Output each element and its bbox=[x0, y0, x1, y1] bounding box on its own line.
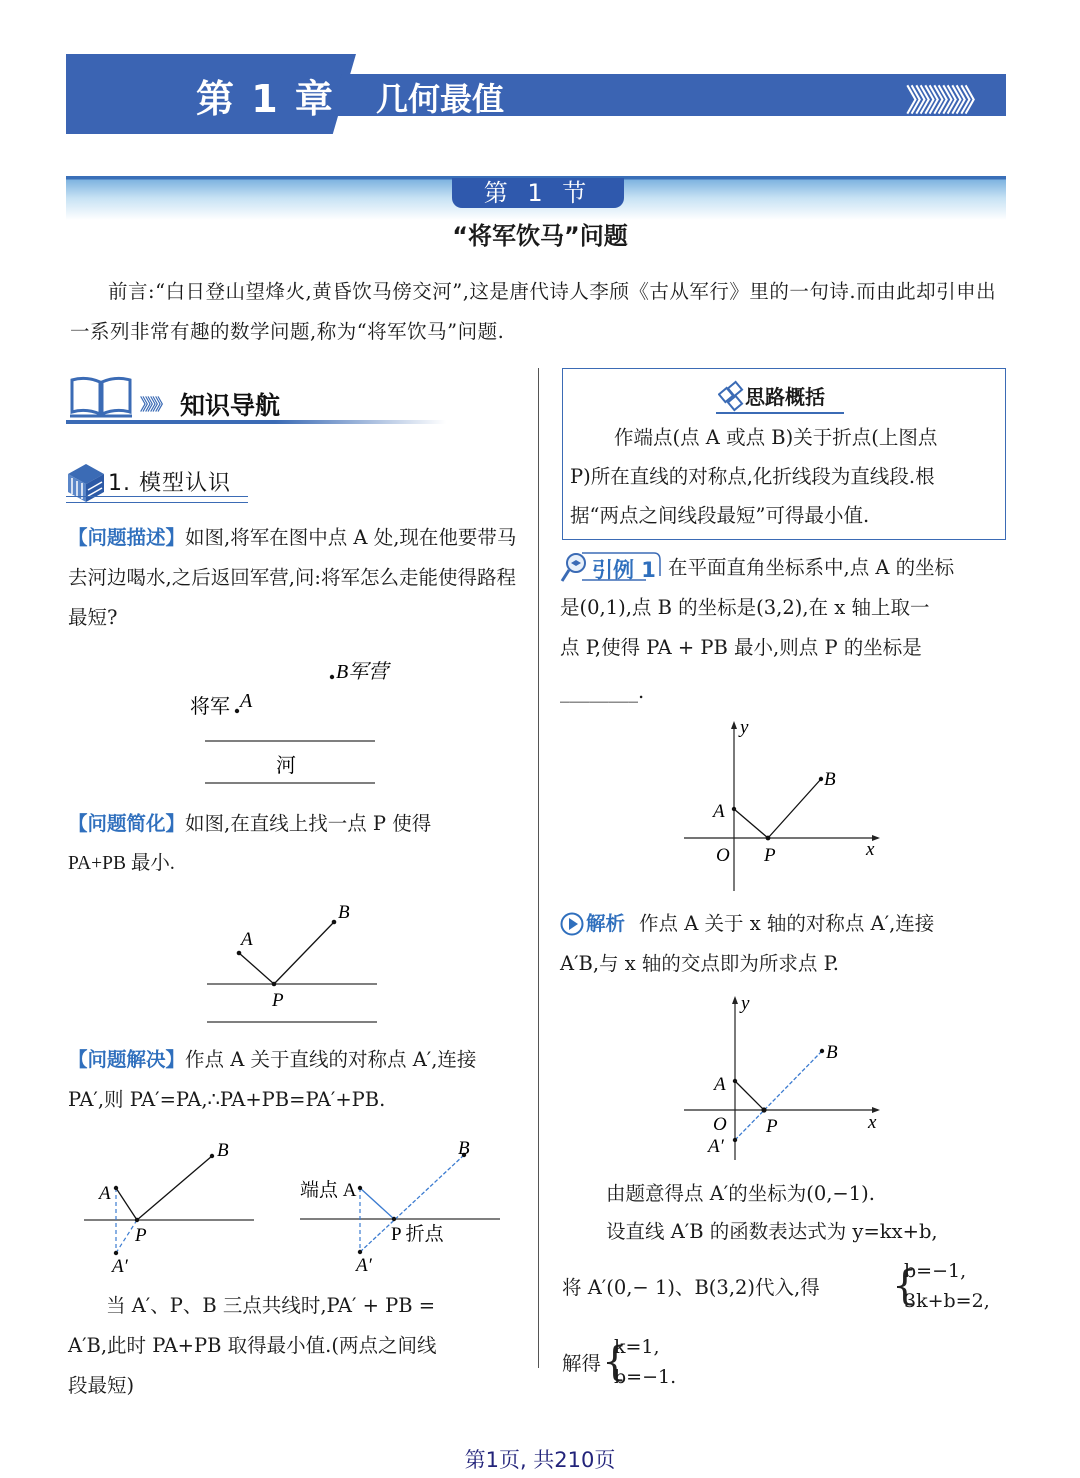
analysis bbox=[586, 904, 1010, 944]
label-a: A bbox=[240, 690, 253, 712]
solution-line2: 设直线 A′B 的函数表达式为 y=kx+b, bbox=[606, 1220, 938, 1243]
g1-label-b: B bbox=[824, 769, 836, 790]
system2-eq2: b=−1. bbox=[614, 1366, 677, 1388]
fig3r-label-endpoint-a: 端点 A bbox=[300, 1180, 357, 1201]
g2-label-p: P bbox=[766, 1116, 778, 1137]
solution-line1: 由题意得点 A′的坐标为(0,−1). bbox=[606, 1182, 875, 1205]
nav-underline bbox=[66, 420, 446, 424]
answer-blank[interactable]: ________. bbox=[560, 680, 645, 703]
g2-label-y: y bbox=[741, 993, 750, 1014]
chapter-number: 第 1 章 bbox=[196, 77, 335, 121]
coordinate-graph-2 bbox=[680, 990, 890, 1160]
system1-eq2: 3k+b=2, bbox=[904, 1290, 990, 1312]
fig2-label-b: B bbox=[338, 902, 350, 923]
open-book-icon bbox=[68, 374, 134, 418]
solution-substitute: 将 A′(0,− 1)、B(3,2)代入,得 bbox=[562, 1276, 820, 1299]
chevrons-small-icon: 》》》》 bbox=[140, 395, 169, 414]
problem-description-tag: 【问题描述】 bbox=[68, 526, 186, 549]
figure-general-river bbox=[160, 650, 420, 790]
page-indicator: 第1页, 共210页 bbox=[464, 1448, 616, 1472]
conclusion-line1: 当 A′、P、B 三点共线时,PA′ + PB = bbox=[106, 1294, 436, 1317]
column-divider bbox=[538, 368, 539, 1368]
section-title: “将军饮马”问题 bbox=[452, 222, 628, 250]
fig3l-label-a-prime: A′ bbox=[112, 1256, 128, 1275]
figure-reflection-right bbox=[296, 1130, 506, 1275]
analysis-line2: A′B,与 x 轴的交点即为所求点 P. bbox=[560, 952, 839, 975]
g2-label-a-prime: A′ bbox=[708, 1136, 724, 1157]
summary-line1: 作端点(点 A 或点 B)关于折点(上图点 bbox=[614, 426, 938, 449]
brace-system2: { bbox=[602, 1339, 628, 1385]
chevrons-icon: 》》》》》》》 bbox=[906, 84, 984, 119]
label-river: 河 bbox=[276, 755, 296, 777]
model-heading: 1. 模型认识 bbox=[108, 471, 231, 496]
label-b-camp: B军营 bbox=[336, 661, 389, 683]
summary-title: 思路概括 bbox=[745, 385, 825, 409]
fig3l-label-a: A bbox=[99, 1183, 111, 1204]
problem-simplify-line1: 如图,在直线上找一点 P 使得 bbox=[185, 812, 432, 835]
section-label: 第 1 节 bbox=[452, 178, 624, 208]
g1-label-o: O bbox=[716, 845, 730, 866]
problem-solve-tag: 【问题解决】 bbox=[68, 1048, 186, 1071]
g1-label-x: x bbox=[866, 839, 875, 860]
g1-label-a: A bbox=[713, 801, 725, 822]
conclusion-line3: 段最短) bbox=[68, 1374, 135, 1397]
example-line3: 点 P,使得 PA + PB 最小,则点 P 的坐标是 bbox=[560, 636, 922, 659]
g2-label-a: A bbox=[714, 1074, 726, 1095]
analysis-line1: 作点 A 关于 x 轴的对称点 A′,连接 bbox=[639, 912, 935, 935]
coordinate-graph-1 bbox=[680, 715, 890, 895]
fig2-label-a: A bbox=[241, 929, 253, 950]
intro-paragraph: 前言:“白日登山望烽火,黄昏饮马傍交河”,这是唐代诗人李颀《古从军行》里的一句诗.而由此却引申出一系列非常有趣的数学问题,称为“将军饮马”问题. bbox=[70, 280, 997, 343]
fig3r-label-a-prime: A′ bbox=[356, 1255, 372, 1275]
g2-label-x: x bbox=[868, 1112, 877, 1133]
analysis-tag: 解析 bbox=[586, 912, 626, 935]
example-body bbox=[560, 588, 1008, 712]
fig3r-label-p-fold: P 折点 bbox=[391, 1224, 444, 1245]
g1-label-y: y bbox=[740, 717, 749, 738]
brace-system1: { bbox=[892, 1263, 918, 1309]
fig3r-label-b: B bbox=[458, 1138, 470, 1159]
figure-simplified bbox=[200, 895, 390, 1030]
equation-system-2 bbox=[614, 1332, 676, 1392]
conclusion bbox=[68, 1286, 518, 1406]
summary-line3: 据“两点之间线段最短”可得最小值. bbox=[570, 504, 870, 527]
problem-solution bbox=[68, 1040, 518, 1120]
summary-title-underline bbox=[716, 412, 844, 414]
system1-eq1: b=−1, bbox=[904, 1260, 967, 1282]
summary-line2: P)所在直线的对称点,化折线段为直线段.根 bbox=[570, 465, 935, 488]
chapter-header bbox=[66, 54, 1006, 134]
knowledge-nav-heading: 知识导航 bbox=[180, 391, 281, 420]
equation-system-1 bbox=[904, 1256, 990, 1316]
problem-solve-line2: PA′,则 PA′=PA,∴PA+PB=PA′+PB. bbox=[68, 1088, 386, 1111]
model-underline bbox=[66, 496, 248, 503]
conclusion-line2: A′B,此时 PA+PB 取得最小值.(两点之间线 bbox=[68, 1334, 437, 1357]
g1-label-p: P bbox=[764, 845, 776, 866]
problem-simplify-tag: 【问题简化】 bbox=[68, 812, 186, 835]
problem-simplify-line2: PA+PB 最小. bbox=[68, 853, 175, 874]
system2-eq1: k=1, bbox=[614, 1336, 660, 1358]
g2-label-o: O bbox=[713, 1114, 727, 1135]
problem-description-text: 如图,将军在图中点 A 处,现在他要带马去河边喝水,之后返回军营,问:将军怎么走能使得路程最短? bbox=[68, 526, 517, 629]
g2-label-b: B bbox=[826, 1042, 838, 1063]
fig2-label-p: P bbox=[272, 990, 284, 1011]
summary-text bbox=[570, 418, 1000, 535]
fig3l-label-b: B bbox=[217, 1140, 229, 1161]
figure-reflection-left bbox=[80, 1130, 260, 1275]
label-general: 将军 bbox=[190, 696, 230, 718]
fig3l-label-p: P bbox=[135, 1225, 147, 1246]
solution-solve-prefix: 解得 bbox=[562, 1352, 602, 1375]
example-line1: 在平面直角坐标系中,点 A 的坐标 bbox=[668, 556, 955, 579]
chapter-title: 几何最值 bbox=[376, 80, 505, 118]
puzzle-icon bbox=[718, 380, 746, 412]
example-line2: 是(0,1),点 B 的坐标是(3,2),在 x 轴上取一 bbox=[560, 596, 930, 619]
problem-description bbox=[68, 518, 518, 638]
play-circle-icon bbox=[560, 912, 584, 936]
problem-simplification bbox=[68, 804, 518, 884]
problem-solve-line1: 作点 A 关于直线的对称点 A′,连接 bbox=[185, 1048, 477, 1071]
example-label: 引例 1 bbox=[592, 558, 656, 582]
